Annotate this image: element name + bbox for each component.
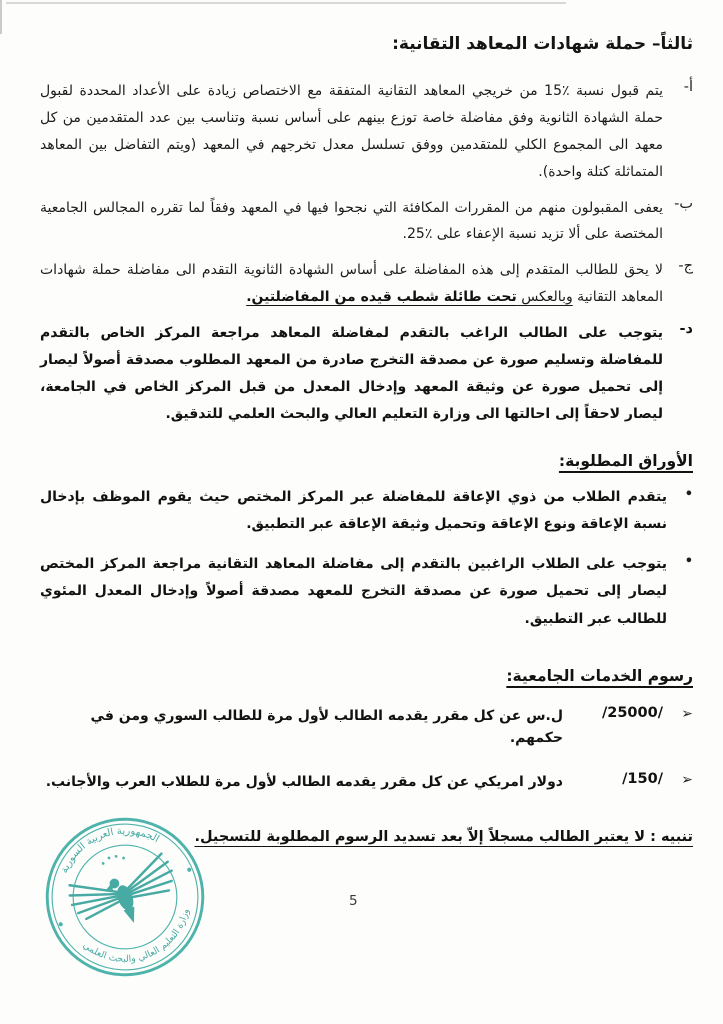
required-docs-heading: الأوراق المطلوبة: [558,451,693,470]
item-text: يتوجب على الطالب الراغب بالتقدم لمفاضلة المعاهد مراجعة المركز الخاص بالتقدم للمفاضلة وتسليم صورة عن مصدقة التخرج صادرة من المعهد المطلوب مصدقة أصولاً ليصار إلى تحميل صورة عن وثيقة المعهد وإدخال المعدل من قبل المركز الخاص في الجامعة، ليصار لاحقاً إلى احالتها الى وزارة التعليم العالي والبحث العلمي للتدقيق. [40,325,663,422]
stamp-seal-graphic [13,791,238,1003]
required-docs-bullet-2 [40,551,693,633]
fee-amount: /150/ [622,770,663,787]
arrow-bullet-icon: ➢ [681,705,693,722]
required-docs-bullet-1 [40,484,693,539]
arrow-bullet-icon: ➢ [681,771,693,788]
item-text-bold-underlined: تحت طائلة شطب قيده من المفاضلتين. [246,289,517,306]
item-marker: د- [679,321,693,337]
item-text-underlined: وبالعكس [516,289,573,306]
fee-text: دولار امريكي عن كل مقرر يقدمه الطالب لأول مرة للطلاب العرب والأجانب. [45,773,563,790]
fee-item-foreign [40,771,693,793]
registration-note: تنبيه : لا يعتبر الطالب مسجلاً إلاّ بعد تسديد الرسوم المطلوبة للتسجيل. [194,829,693,846]
item-marker: ب- [674,195,693,212]
item-marker: ج- [678,258,693,275]
item-text: يتم قبول نسبة ٪15 من خريجي المعاهد التقانية المتفقة مع الاختصاص زيادة على الأعداد المحددة لقبول حملة الشهادة الثانوية وفق مفاضلة خاصة توزع بينهم على أساس نسبة وتناسب بين عدد المتقدمين من كل معهد الى المجموع الكلي للمتقدمين ووفق تسلسل معدل تخرجهم في المعهد (ويتم التفاضل بين المعاهد المتماثلة كتلة واحدة). [40,83,663,180]
page-number: 5 [349,893,358,909]
section-title: ثالثاً– حملة شهادات المعاهد التقانية: [392,34,693,54]
fee-item-syrian [40,705,693,750]
lettered-item-d [40,320,693,428]
bullet-icon: • [684,486,693,502]
stamp-top-text: الجمهورية العربية السورية [58,825,161,875]
lettered-item-a [40,78,693,186]
fees-heading: رسوم الخدمات الجامعية: [506,666,693,685]
lettered-item-b [40,195,693,249]
bullet-text: يتقدم الطلاب من ذوي الإعاقة للمفاضلة عبر المركز المختص حيث يقوم الموظف بإدخال نسبة الإعاقة ونوع الإعاقة وتحميل وثيقة الإعاقة عبر التطبيق. [40,488,667,532]
scan-artifact-top-line [6,2,566,4]
item-text-normal: لا يحق للطالب المتقدم إلى هذه المفاضلة على أساس الشهادة الثانوية التقدم الى مفاضلة حملة شهادات المعاهد التقانية [40,262,663,306]
scan-artifact-left-mark [0,0,2,34]
item-marker: أ- [683,79,693,95]
bullet-text: يتوجب على الطلاب الراغبين بالتقدم إلى مفاضلة المعاهد التقانية مراجعة المركز المختص ليصار إلى تحميل صورة عن مصدقة التخرج للمعهد مصدقة أصولاً وإدخال المعدل المئوي للطالب عبر التطبيق. [40,556,667,627]
bullet-icon: • [684,554,693,570]
stamp-bottom-text: وزارة التعليم العالي والبحث العلمي [80,907,192,965]
item-text [40,257,663,311]
official-ministry-stamp [13,791,238,1003]
fee-amount: /25000/ [601,704,663,721]
item-text: يعفى المقبولون منهم من المقررات المكافئة التي نجحوا فيها في المعهد وفقاً لما تقرره المجالس الجامعية المختصة على ألا تزيد نسبة الإعفاء على ٪25. [40,199,663,243]
fee-text: ل.س عن كل مقرر يقدمه الطالب لأول مرة للطالب السوري ومن في حكمهم. [90,707,563,747]
lettered-item-c [40,257,693,311]
